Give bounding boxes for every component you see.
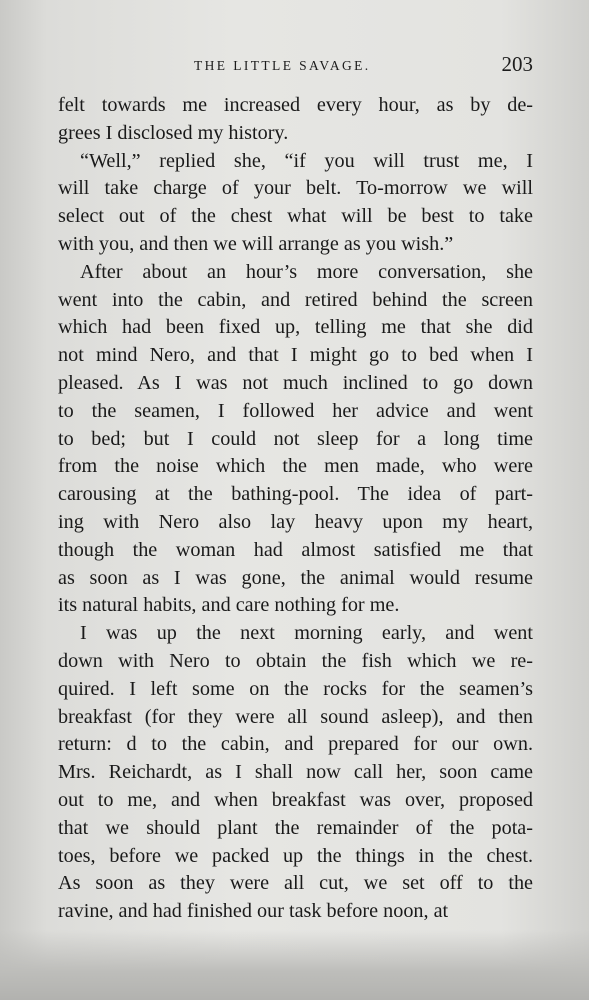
text-line: carousing at the bathing-pool. The idea of part- xyxy=(58,483,533,506)
text-line: to the seamen, I followed her advice and went xyxy=(58,399,533,422)
running-title: THE LITTLE SAVAGE. xyxy=(194,58,371,73)
text-line: toes, before we packed up the things in the chest. xyxy=(58,844,533,867)
text-line: its natural habits, and care nothing for me. xyxy=(58,594,400,617)
text-line: grees I disclosed my history. xyxy=(58,121,289,144)
text-line: out to me, and when breakfast was over, proposed xyxy=(58,788,533,811)
text-line: though the woman had almost satisfied me that xyxy=(58,538,533,561)
page-number: 203 xyxy=(501,52,533,76)
text-line: will take charge of your belt. To-morrow we will xyxy=(58,177,533,200)
text-line: I was up the next morning early, and went xyxy=(80,622,533,645)
text-line: with you, and then we will arrange as you wish.” xyxy=(58,232,454,255)
text-line: pleased. As I was not much inclined to go down xyxy=(58,371,533,394)
text-line: as soon as I was gone, the animal would resume xyxy=(58,566,533,589)
running-head xyxy=(58,52,533,82)
paragraph xyxy=(58,259,533,620)
text-line: went into the cabin, and retired behind the screen xyxy=(58,288,533,311)
text-line: “Well,” replied she, “if you will trust me, I xyxy=(80,149,533,172)
text-line: which had been fixed up, telling me that she did xyxy=(58,316,533,339)
paragraph xyxy=(58,92,533,148)
text-line: select out of the chest what will be best to take xyxy=(58,205,533,228)
text-line: As soon as they were all cut, we set off to the xyxy=(58,872,533,895)
text-line: ing with Nero also lay heavy upon my heart, xyxy=(58,510,533,533)
text-line: not mind Nero, and that I might go to bed when I xyxy=(58,344,533,367)
text-line: ravine, and had finished our task before noon, at xyxy=(58,900,449,923)
text-line: down with Nero to obtain the fish which we re- xyxy=(58,649,533,672)
text-line: that we should plant the remainder of the pota- xyxy=(58,816,533,839)
text-line: Mrs. Reichardt, as I shall now call her, soon came xyxy=(58,761,533,784)
paragraph xyxy=(58,620,533,926)
page-shadow xyxy=(0,930,589,1000)
body-text xyxy=(58,92,533,926)
text-line: quired. I left some on the rocks for the seamen’s xyxy=(58,677,533,700)
text-line: from the noise which the men made, who were xyxy=(58,455,533,478)
text-line: felt towards me increased every hour, as by de- xyxy=(58,94,533,116)
text-line: return: d to the cabin, and prepared for our own. xyxy=(58,733,533,756)
paragraph xyxy=(58,148,533,259)
text-line: After about an hour’s more conversation, she xyxy=(80,260,533,283)
text-line: to bed; but I could not sleep for a long time xyxy=(58,427,533,450)
text-line: breakfast (for they were all sound asleep), and then xyxy=(58,705,533,728)
